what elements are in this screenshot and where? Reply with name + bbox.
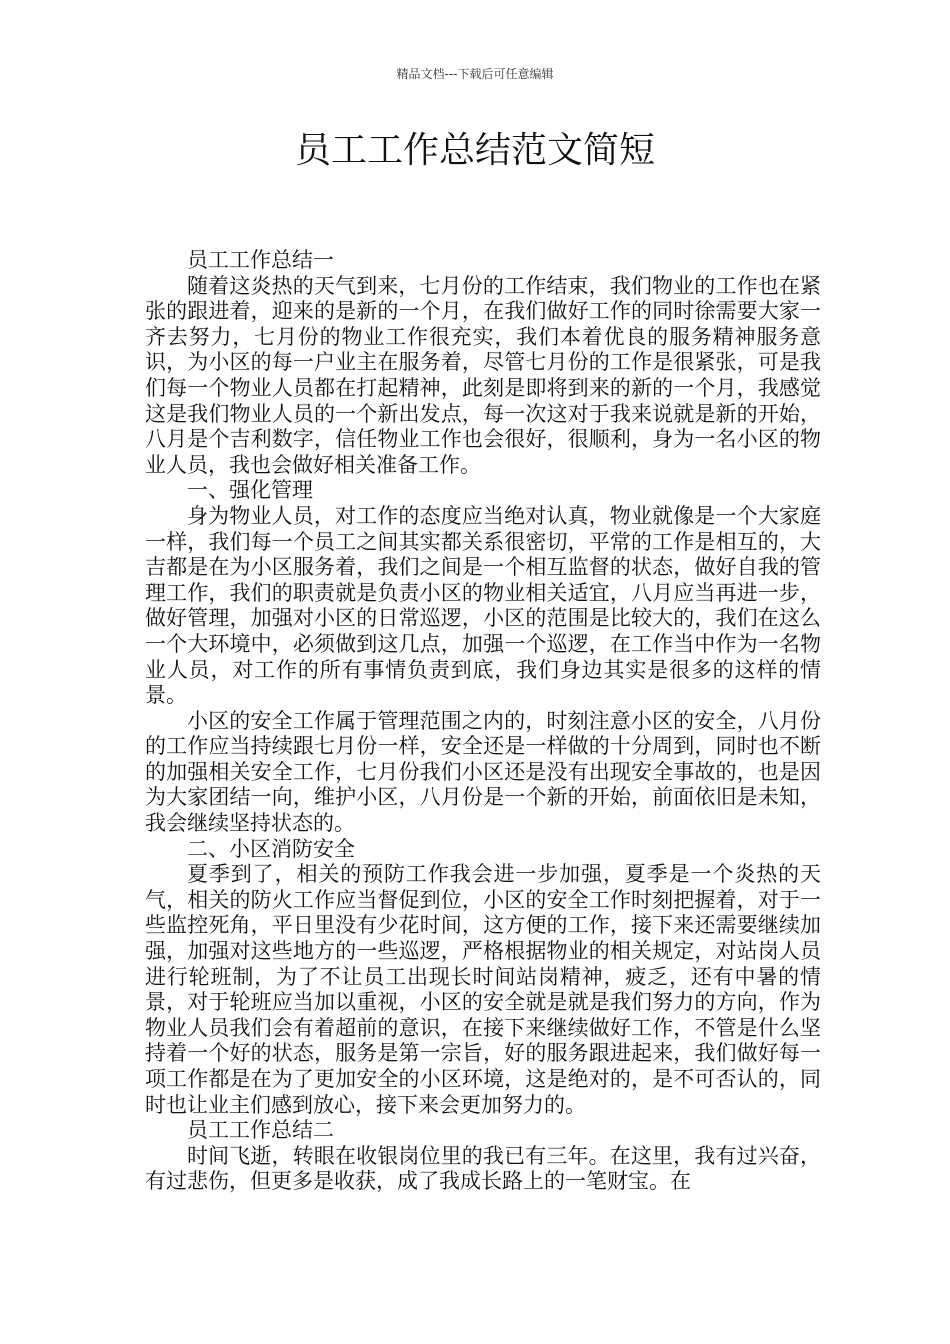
body-paragraph: 夏季到了，相关的预防工作我会进一步加强，夏季是一个炎热的天气，相关的防火工作应当督促到位，小区的安全工作时刻把握着，对于一些监控死角，平日里没有少花时间，这方便的工作，接下来还需要继续加强，加强对这些地方的一些巡逻，严格根据物业的相关规定，对站岗人员进行轮班制，为了不让员工出现长时间站岗精神，疲乏，还有中暑的情景，对于轮班应当加以重视，小区的安全就是就是我们努力的方向，作为物业人员我们会有着超前的意识，在接下来继续做好工作，不管是什么坚持着一个好的状态，服务是第一宗旨，好的服务跟进起来，我们做好每一项工作都是在为了更加安全的小区环境，这是绝对的，是不可否认的，同时也让业主们感到放心，接下来会更加努力的。 — [145, 862, 821, 1117]
body-paragraph: 小区的安全工作属于管理范围之内的，时刻注意小区的安全，八月份的工作应当持续跟七月份一样，安全还是一样做的十分周到，同时也不断的加强相关安全工作，七月份我们小区还是没有出现安全事故的，也是因为大家团结一向，维护小区，八月份是一个新的开始，前面依旧是未知，我会继续坚持状态的。 — [145, 708, 821, 836]
body-paragraph: 随着这炎热的天气到来，七月份的工作结束，我们物业的工作也在紧张的跟进着，迎来的是新的一个月，在我们做好工作的同时徐需要大家一齐去努力，七月份的物业工作很充实，我们本着优良的服务精神服务意识，为小区的每一户业主在服务着，尽管七月份的工作是很紧张，可是我们每一个物业人员都在打起精神，此刻是即将到来的新的一个月，我感觉这是我们物业人员的一个新出发点，每一次这对于我来说就是新的开始，八月是个吉利数字，信任物业工作也会很好，很顺利，身为一名小区的物业人员，我也会做好相关准备工作。 — [145, 273, 821, 477]
page-header-note: 精品文档---下载后可任意编辑 — [396, 67, 554, 81]
body-paragraph: 身为物业人员，对工作的态度应当绝对认真，物业就像是一个大家庭一样，我们每一个员工之间其实都关系很密切，平常的工作是相互的，大吉都是在为小区服务着，我们之间是一个相互监督的状态，做好自我的管理工作，我们的职责就是负责小区的物业相关适宜，八月应当再进一步，做好管理，加强对小区的日常巡逻，小区的范围是比较大的，我们在这么一个大环境中，必须做到这几点，加强一个巡逻，在工作当中作为一名物业人员，对工作的所有事情负责到底，我们身边其实是很多的这样的情景。 — [145, 503, 821, 708]
section-heading: 二、小区消防安全 — [187, 836, 355, 861]
document-body — [145, 248, 821, 1195]
document-title: 员工工作总结范文简短 — [294, 130, 655, 171]
section-heading: 员工工作总结一 — [187, 248, 334, 272]
section-heading: 一、强化管理 — [187, 478, 313, 503]
section-heading: 员工工作总结二 — [187, 1118, 334, 1143]
body-paragraph: 时间飞逝，转眼在收银岗位里的我已有三年。在这里，我有过兴奋，有过悲伤，但更多是收获，成了我成长路上的一笔财宝。在 — [145, 1143, 821, 1194]
